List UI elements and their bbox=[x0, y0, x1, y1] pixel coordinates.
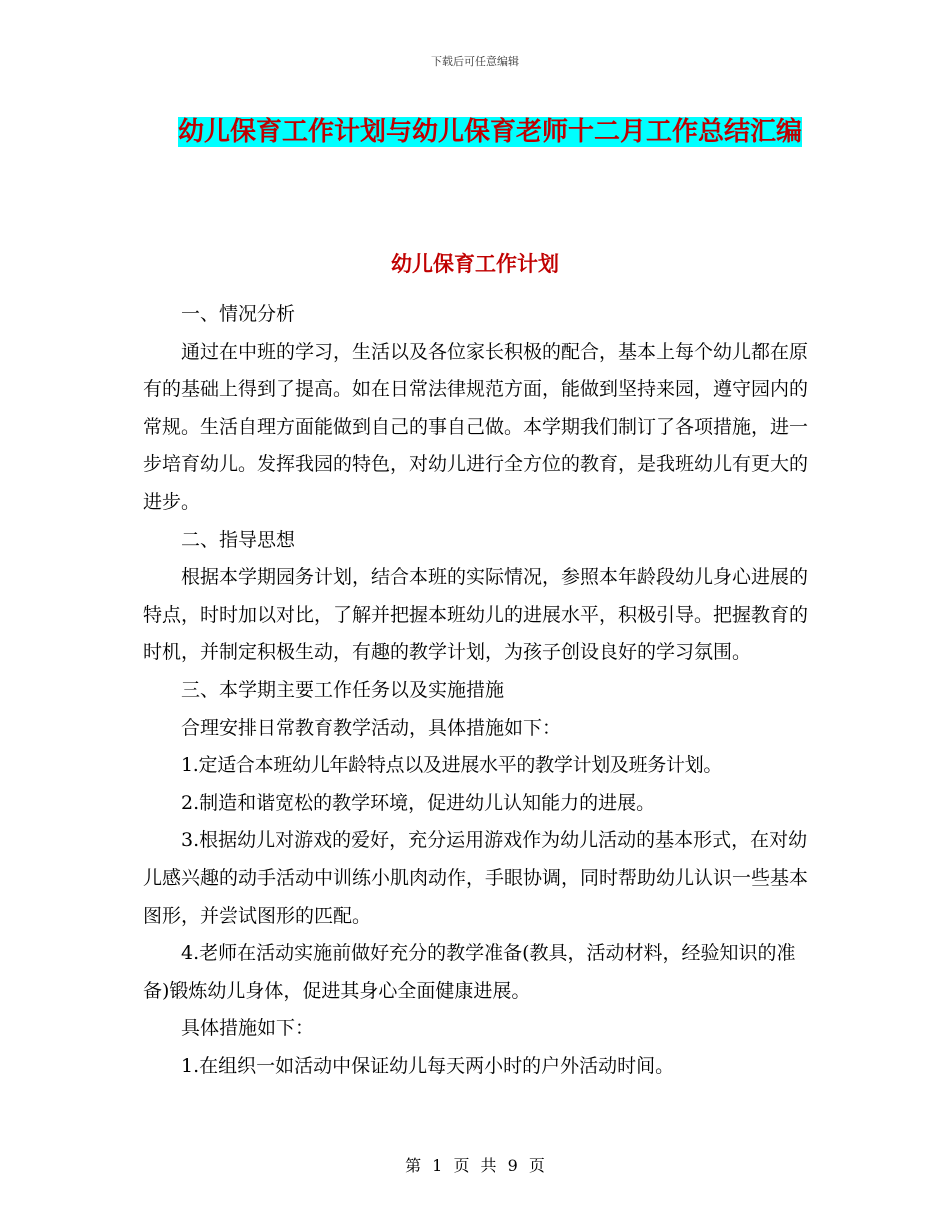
list-item: 1.在组织一如活动中保证幼儿每天两小时的户外活动时间。 bbox=[181, 1054, 675, 1077]
paragraph: 合理安排日常教育教学活动，具体措施如下： bbox=[181, 716, 562, 739]
heading-guiding-ideas: 二、指导思想 bbox=[181, 528, 296, 551]
list-item: 2.制造和谐宽松的教学环境，促进幼儿认知能力的进展。 bbox=[181, 791, 656, 814]
document-title bbox=[150, 110, 830, 154]
list-item: 1.定适合本班幼儿年龄特点以及进展水平的教学计划及班务计划。 bbox=[181, 754, 723, 777]
heading-situation-analysis: 一、情况分析 bbox=[181, 303, 296, 325]
document-body bbox=[143, 296, 813, 1085]
paragraph: 通过在中班的学习，生活以及各位家长积极的配合，基本上每个幼儿都在原有的基础上得到了提高。如在日常法律规范方面，能做到坚持来园，遵守园内的常规。生活自理方面能做到自己的事自己做。本学期我们制订了各项措施，进一步培育幼儿。发挥我园的特色，对幼儿进行全方位的教育，是我班幼儿有更大的进步。 bbox=[143, 340, 809, 513]
section-title: 幼儿保育工作计划 bbox=[391, 252, 559, 276]
list-item: 4.老师在活动实施前做好充分的教学准备(教具，活动材料，经验知识的准备)锻炼幼儿身体，促进其身心全面健康进展。 bbox=[143, 942, 796, 1002]
heading-main-tasks: 三、本学期主要工作任务以及实施措施 bbox=[181, 678, 505, 701]
page-footer: 第 1 页 共 9 页 bbox=[405, 1156, 545, 1175]
document-title-text: 幼儿保育工作计划与幼儿保育老师十二月工作总结汇编 bbox=[177, 117, 802, 147]
paragraph: 具体措施如下： bbox=[181, 1017, 315, 1040]
header-note: 下载后可任意编辑 bbox=[431, 55, 519, 68]
paragraph: 根据本学期园务计划，结合本班的实际情况，参照本年龄段幼儿身心进展的特点，时时加以对比，了解并把握本班幼儿的进展水平，积极引导。把握教育的时机，并制定积极生动，有趣的教学计划，为孩子创设良好的学习氛围。 bbox=[143, 566, 809, 664]
list-item: 3.根据幼儿对游戏的爱好，充分运用游戏作为幼儿活动的基本形式，在对幼儿感兴趣的动手活动中训练小肌肉动作，手眼协调，同时帮助幼儿认识一些基本图形，并尝试图形的匹配。 bbox=[143, 829, 809, 927]
